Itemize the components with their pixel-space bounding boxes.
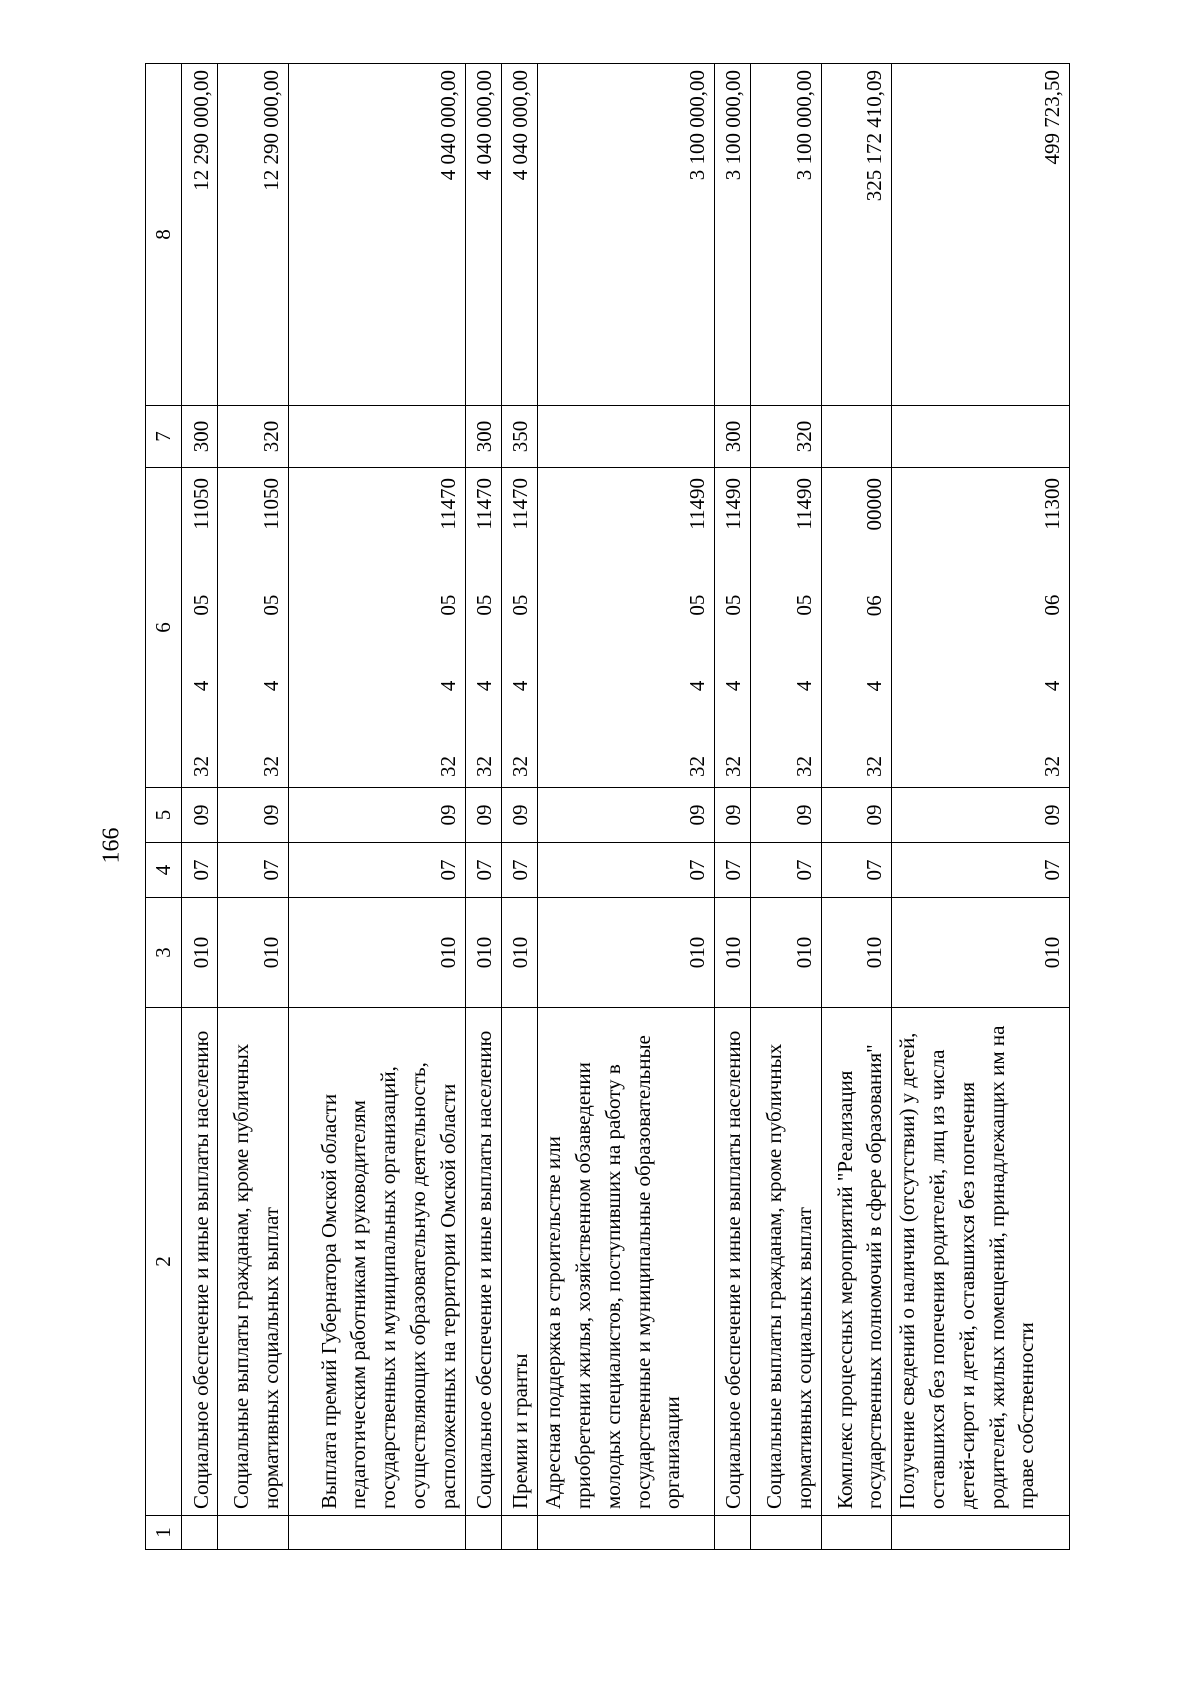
- row-name-cell: Премии и гранты: [501, 1008, 537, 1516]
- row-number-cell: [465, 1516, 501, 1550]
- subsection-code-cell: 09: [714, 788, 750, 843]
- target-article-code: [790, 474, 820, 781]
- row-name-cell: Получение сведений о наличии (отсутствии) у детей, оставшихся без попечения родителей, лиц из числа детей-сирот и детей, оставшихся без попечения родителей, жилых помещений, принадлежащих им на праве собственности: [892, 1008, 1070, 1516]
- target-article-part: 32: [435, 756, 460, 777]
- section-code-cell: 07: [714, 843, 750, 898]
- admin-code-cell: 010: [289, 898, 466, 1008]
- section-code-cell: 07: [465, 843, 501, 898]
- target-article-cell: [289, 468, 466, 788]
- section-code-cell: 07: [538, 843, 715, 898]
- section-code-cell: 07: [182, 843, 218, 898]
- header-col-5: 5: [146, 788, 182, 843]
- section-code-cell: 07: [501, 843, 537, 898]
- header-col-6: 6: [146, 468, 182, 788]
- header-col-7: 7: [146, 406, 182, 468]
- admin-code-cell: 010: [714, 898, 750, 1008]
- target-article-code: [187, 474, 217, 781]
- subsection-code-cell: 09: [821, 788, 892, 843]
- expense-type-cell: 300: [465, 406, 501, 468]
- table-row: [501, 64, 537, 1550]
- target-article-part: 32: [472, 756, 497, 777]
- row-number-cell: [501, 1516, 537, 1550]
- target-article-part: 4: [721, 680, 746, 692]
- row-name-cell: Социальные выплаты гражданам, кроме публичных нормативных социальных выплат: [750, 1008, 821, 1516]
- target-article-part: 4: [435, 680, 460, 692]
- table-header-row: [146, 64, 182, 1550]
- table-row: [821, 64, 892, 1550]
- admin-code-cell: 010: [465, 898, 501, 1008]
- target-article-code: [683, 474, 713, 781]
- expense-type-cell: 300: [182, 406, 218, 468]
- target-article-part: 4: [472, 680, 497, 692]
- target-article-part: 05: [508, 594, 533, 616]
- target-article-part: 4: [508, 680, 533, 692]
- target-article-part: 05: [472, 594, 497, 616]
- amount-cell: 499 723,50: [892, 64, 1070, 406]
- target-article-part: 11490: [791, 478, 816, 530]
- section-code-cell: 07: [892, 843, 1070, 898]
- target-article-part: 4: [1040, 680, 1065, 692]
- expense-type-cell: [289, 406, 466, 468]
- target-article-part: 4: [259, 680, 284, 692]
- amount-cell: 325 172 410,09: [821, 64, 892, 406]
- target-article-part: 05: [435, 594, 460, 616]
- section-code-cell: 07: [289, 843, 466, 898]
- row-name-cell: Комплекс процессных мероприятий "Реализация государственных полномочий в сфере образования": [821, 1008, 892, 1516]
- target-article-part: 32: [862, 756, 887, 777]
- target-article-part: 32: [1040, 756, 1065, 777]
- target-article-part: 06: [862, 595, 887, 617]
- subsection-code-cell: 09: [465, 788, 501, 843]
- target-article-cell: [714, 468, 750, 788]
- target-article-part: 11300: [1040, 478, 1065, 530]
- target-article-part: 4: [684, 680, 709, 692]
- target-article-part: 32: [259, 756, 284, 777]
- target-article-code: [434, 474, 464, 781]
- header-col-1: 1: [146, 1516, 182, 1550]
- row-name-cell: Социальное обеспечение и иные выплаты населению: [182, 1008, 218, 1516]
- amount-cell: 3 100 000,00: [714, 64, 750, 406]
- subsection-code-cell: 09: [538, 788, 715, 843]
- target-article-part: 4: [188, 680, 213, 692]
- section-code-cell: 07: [750, 843, 821, 898]
- amount-cell: 4 040 000,00: [289, 64, 466, 406]
- admin-code-cell: 010: [892, 898, 1070, 1008]
- expense-type-cell: 320: [750, 406, 821, 468]
- amount-cell: 3 100 000,00: [750, 64, 821, 406]
- target-article-code: [257, 474, 287, 781]
- header-col-3: 3: [146, 898, 182, 1008]
- row-number-cell: [714, 1516, 750, 1550]
- table-row: [289, 64, 466, 1550]
- header-col-2: 2: [146, 1008, 182, 1516]
- row-number-cell: [182, 1516, 218, 1550]
- admin-code-cell: 010: [218, 898, 289, 1008]
- target-article-part: 11490: [684, 478, 709, 530]
- amount-cell: 12 290 000,00: [218, 64, 289, 406]
- table-rotation-frame: [145, 64, 1070, 1550]
- target-article-cell: [501, 468, 537, 788]
- target-article-part: 11470: [508, 478, 533, 530]
- target-article-part: 05: [188, 594, 213, 616]
- target-article-part: 05: [721, 594, 746, 616]
- target-article-part: 05: [791, 594, 816, 616]
- target-article-part: 11470: [435, 478, 460, 530]
- expense-type-cell: 300: [714, 406, 750, 468]
- subsection-code-cell: 09: [218, 788, 289, 843]
- target-article-part: 00000: [862, 478, 887, 531]
- target-article-code: [860, 474, 890, 781]
- target-article-part: 11050: [259, 478, 284, 530]
- row-name-cell: Социальное обеспечение и иные выплаты населению: [465, 1008, 501, 1516]
- section-code-cell: 07: [218, 843, 289, 898]
- target-article-part: 32: [791, 756, 816, 777]
- admin-code-cell: 010: [750, 898, 821, 1008]
- target-article-code: [470, 474, 500, 781]
- target-article-part: 11490: [721, 478, 746, 530]
- table-row: [714, 64, 750, 1550]
- page-number: 166: [98, 827, 125, 864]
- target-article-cell: [821, 468, 892, 788]
- table-row: [218, 64, 289, 1550]
- row-name-cell: Выплата премий Губернатора Омской области педагогическим работникам и руководителям государственных и муниципальных организаций, осуществляющих образовательную деятельность, расположенных на территории Омской области: [289, 1008, 466, 1516]
- table-row: [892, 64, 1070, 1550]
- target-article-code: [1038, 474, 1068, 781]
- target-article-part: 11470: [472, 478, 497, 530]
- amount-cell: 4 040 000,00: [501, 64, 537, 406]
- row-number-cell: [750, 1516, 821, 1550]
- subsection-code-cell: 09: [892, 788, 1070, 843]
- header-col-8: 8: [146, 64, 182, 406]
- amount-cell: 12 290 000,00: [182, 64, 218, 406]
- target-article-cell: [182, 468, 218, 788]
- target-article-cell: [892, 468, 1070, 788]
- admin-code-cell: 010: [538, 898, 715, 1008]
- expense-type-cell: [821, 406, 892, 468]
- amount-cell: 3 100 000,00: [538, 64, 715, 406]
- target-article-code: [719, 474, 749, 781]
- row-name-cell: Социальные выплаты гражданам, кроме публичных нормативных социальных выплат: [218, 1008, 289, 1516]
- target-article-part: 05: [684, 594, 709, 616]
- header-col-4: 4: [146, 843, 182, 898]
- row-name-cell: Социальное обеспечение и иные выплаты населению: [714, 1008, 750, 1516]
- table-row: [538, 64, 715, 1550]
- target-article-part: 32: [188, 756, 213, 777]
- target-article-part: 32: [508, 756, 533, 777]
- row-number-cell: [218, 1516, 289, 1550]
- subsection-code-cell: 09: [750, 788, 821, 843]
- admin-code-cell: 010: [182, 898, 218, 1008]
- subsection-code-cell: 09: [501, 788, 537, 843]
- target-article-part: 4: [862, 680, 887, 692]
- expense-type-cell: [892, 406, 1070, 468]
- row-number-cell: [892, 1516, 1070, 1550]
- table-row: [182, 64, 218, 1550]
- admin-code-cell: 010: [501, 898, 537, 1008]
- section-code-cell: 07: [821, 843, 892, 898]
- expense-type-cell: [538, 406, 715, 468]
- subsection-code-cell: 09: [182, 788, 218, 843]
- row-name-cell: Адресная поддержка в строительстве или приобретении жилья, хозяйственном обзаведении молодых специалистов, поступивших на работу в государственные и муниципальные образовательные организации: [538, 1008, 715, 1516]
- row-number-cell: [821, 1516, 892, 1550]
- target-article-cell: [218, 468, 289, 788]
- target-article-cell: [538, 468, 715, 788]
- target-article-code: [506, 474, 536, 781]
- target-article-part: 32: [721, 756, 746, 777]
- expense-type-cell: 350: [501, 406, 537, 468]
- amount-cell: 4 040 000,00: [465, 64, 501, 406]
- target-article-part: 06: [1040, 594, 1065, 616]
- target-article-part: 11050: [188, 478, 213, 530]
- target-article-part: 05: [259, 594, 284, 616]
- target-article-cell: [465, 468, 501, 788]
- row-number-cell: [289, 1516, 466, 1550]
- target-article-cell: [750, 468, 821, 788]
- row-number-cell: [538, 1516, 715, 1550]
- admin-code-cell: 010: [821, 898, 892, 1008]
- table-row: [750, 64, 821, 1550]
- budget-table: [145, 63, 1070, 1550]
- expense-type-cell: 320: [218, 406, 289, 468]
- table-row: [465, 64, 501, 1550]
- subsection-code-cell: 09: [289, 788, 466, 843]
- target-article-part: 32: [684, 756, 709, 777]
- target-article-part: 4: [791, 680, 816, 692]
